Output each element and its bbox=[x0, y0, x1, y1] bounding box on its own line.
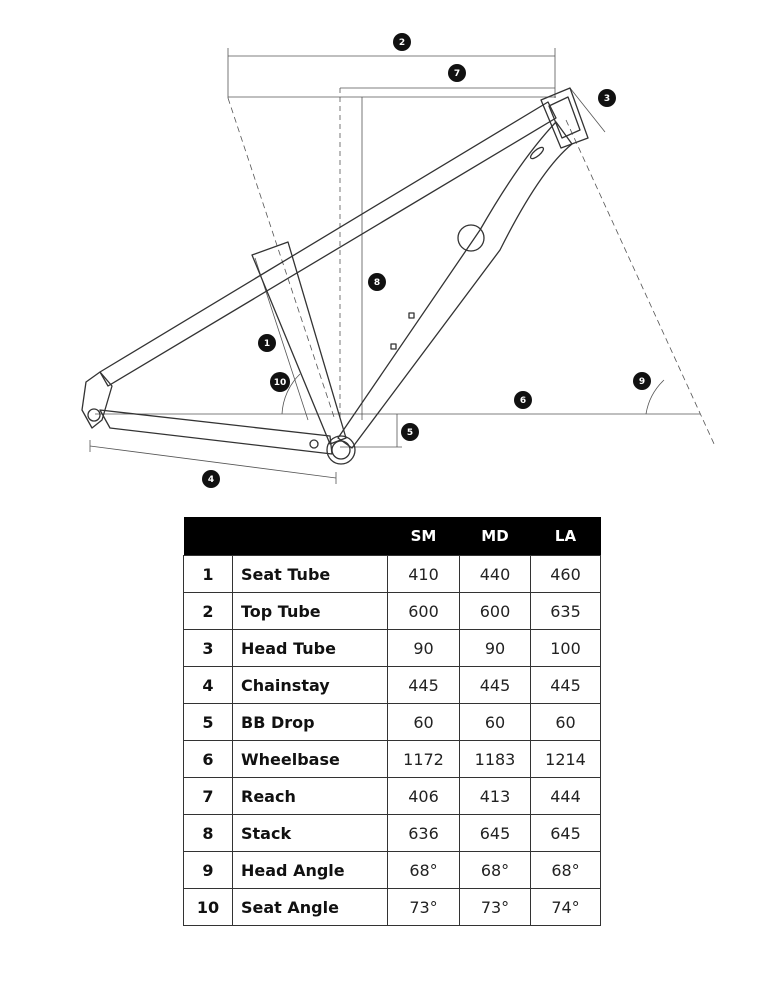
table-row bbox=[184, 704, 601, 741]
bike-frame bbox=[82, 88, 588, 464]
value-la: 74° bbox=[531, 889, 601, 926]
callout-8 bbox=[368, 273, 386, 291]
row-number: 5 bbox=[184, 704, 233, 741]
value-la: 445 bbox=[531, 667, 601, 704]
table-row bbox=[184, 889, 601, 926]
value-sm: 60 bbox=[388, 704, 460, 741]
value-sm: 445 bbox=[388, 667, 460, 704]
value-la: 635 bbox=[531, 593, 601, 630]
value-la: 444 bbox=[531, 778, 601, 815]
value-md: 440 bbox=[460, 556, 531, 593]
row-label: Reach bbox=[233, 778, 388, 815]
row-label: Head Angle bbox=[233, 852, 388, 889]
table-row bbox=[184, 778, 601, 815]
geometry-table bbox=[183, 517, 601, 926]
row-number: 10 bbox=[184, 889, 233, 926]
value-md: 645 bbox=[460, 815, 531, 852]
row-number: 1 bbox=[184, 556, 233, 593]
header-label bbox=[233, 517, 388, 556]
row-number: 9 bbox=[184, 852, 233, 889]
value-md: 413 bbox=[460, 778, 531, 815]
table-row bbox=[184, 667, 601, 704]
row-label: Seat Tube bbox=[233, 556, 388, 593]
value-sm: 600 bbox=[388, 593, 460, 630]
row-label: Wheelbase bbox=[233, 741, 388, 778]
header-size-sm: SM bbox=[388, 517, 460, 556]
callout-label: 5 bbox=[406, 428, 414, 438]
callout-label: 9 bbox=[638, 377, 646, 387]
table-row bbox=[184, 593, 601, 630]
table-row bbox=[184, 556, 601, 593]
callout-9 bbox=[633, 372, 651, 390]
callout-label: 4 bbox=[207, 475, 215, 485]
row-number: 4 bbox=[184, 667, 233, 704]
value-md: 90 bbox=[460, 630, 531, 667]
value-sm: 636 bbox=[388, 815, 460, 852]
callout-label: 2 bbox=[398, 38, 406, 48]
row-label: BB Drop bbox=[233, 704, 388, 741]
callout-label: 3 bbox=[603, 94, 611, 104]
value-md: 60 bbox=[460, 704, 531, 741]
row-label: Head Tube bbox=[233, 630, 388, 667]
value-sm: 73° bbox=[388, 889, 460, 926]
table-row bbox=[184, 852, 601, 889]
value-md: 600 bbox=[460, 593, 531, 630]
row-number: 3 bbox=[184, 630, 233, 667]
table-row bbox=[184, 630, 601, 667]
value-md: 68° bbox=[460, 852, 531, 889]
value-sm: 406 bbox=[388, 778, 460, 815]
header-size-md: MD bbox=[460, 517, 531, 556]
row-label: Seat Angle bbox=[233, 889, 388, 926]
callout-label: 10 bbox=[273, 378, 287, 388]
row-label: Stack bbox=[233, 815, 388, 852]
row-label: Chainstay bbox=[233, 667, 388, 704]
callout-4 bbox=[202, 470, 220, 488]
value-md: 1183 bbox=[460, 741, 531, 778]
callout-label: 8 bbox=[373, 278, 381, 288]
row-number: 8 bbox=[184, 815, 233, 852]
row-label: Top Tube bbox=[233, 593, 388, 630]
callout-2 bbox=[393, 33, 411, 51]
callout-label: 7 bbox=[453, 69, 461, 79]
table-row bbox=[184, 815, 601, 852]
table-body bbox=[184, 556, 601, 926]
callout-5 bbox=[401, 423, 419, 441]
value-sm: 90 bbox=[388, 630, 460, 667]
value-sm: 410 bbox=[388, 556, 460, 593]
header-num bbox=[184, 517, 233, 556]
table-row bbox=[184, 741, 601, 778]
row-number: 6 bbox=[184, 741, 233, 778]
row-number: 2 bbox=[184, 593, 233, 630]
value-sm: 1172 bbox=[388, 741, 460, 778]
callout-label: 1 bbox=[263, 339, 271, 349]
value-la: 100 bbox=[531, 630, 601, 667]
value-la: 645 bbox=[531, 815, 601, 852]
table-header-row bbox=[184, 517, 601, 556]
header-size-la: LA bbox=[531, 517, 601, 556]
callout-3 bbox=[598, 89, 616, 107]
callout-7 bbox=[448, 64, 466, 82]
dimension-lines bbox=[90, 48, 715, 484]
callout-10 bbox=[270, 372, 290, 392]
value-sm: 68° bbox=[388, 852, 460, 889]
value-md: 445 bbox=[460, 667, 531, 704]
callout-label: 6 bbox=[519, 396, 527, 406]
row-number: 7 bbox=[184, 778, 233, 815]
value-la: 60 bbox=[531, 704, 601, 741]
value-la: 68° bbox=[531, 852, 601, 889]
value-la: 460 bbox=[531, 556, 601, 593]
callout-6 bbox=[514, 391, 532, 409]
value-la: 1214 bbox=[531, 741, 601, 778]
callout-1 bbox=[258, 334, 276, 352]
value-md: 73° bbox=[460, 889, 531, 926]
